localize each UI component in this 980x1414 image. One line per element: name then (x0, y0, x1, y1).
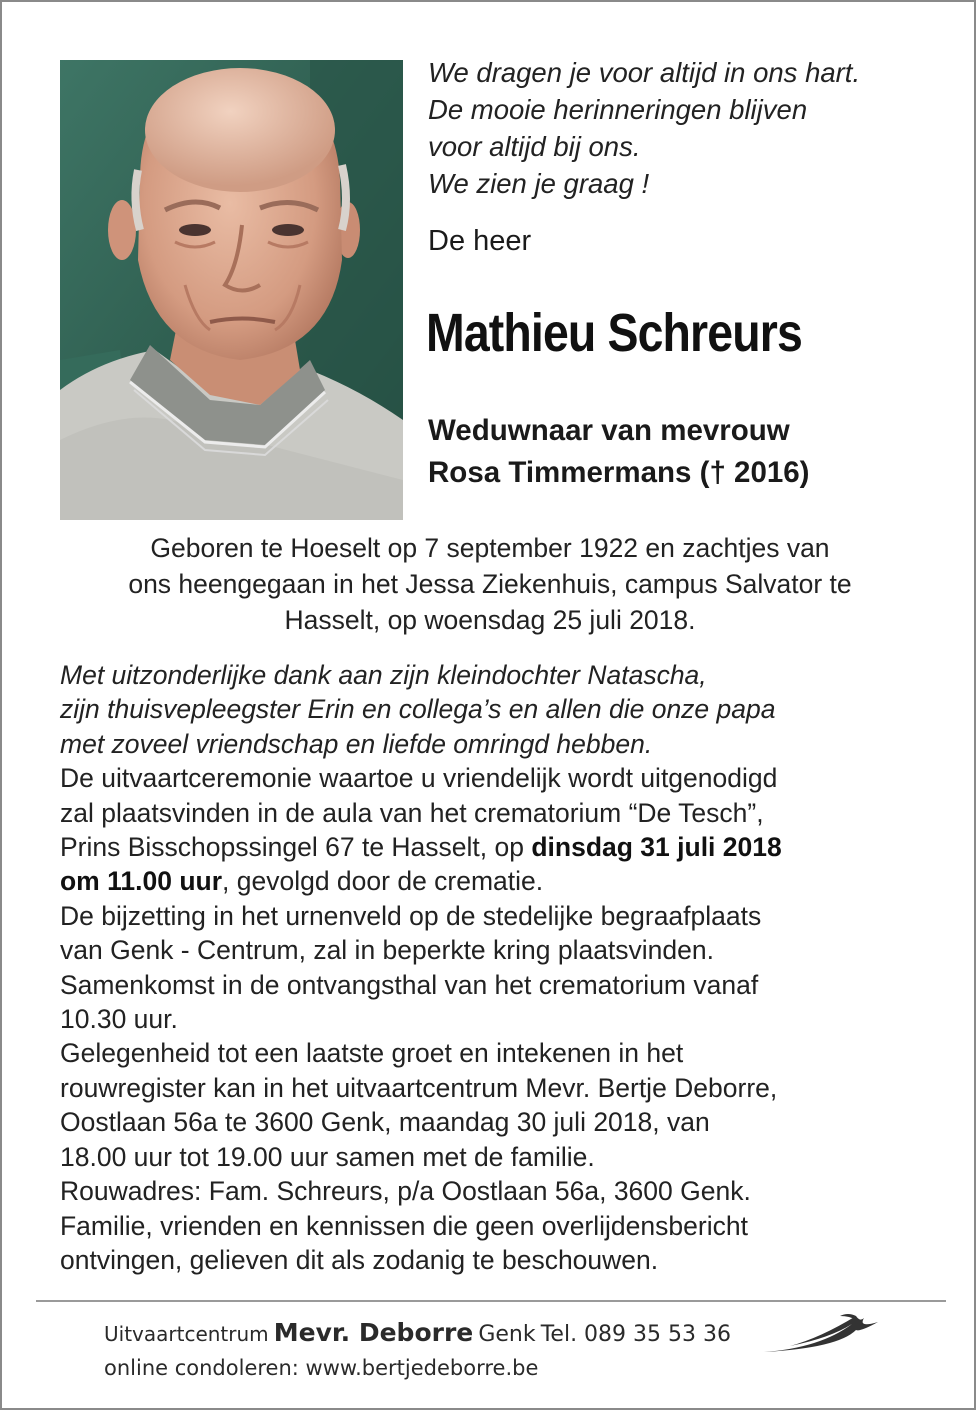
birth-line: ons heengegaan in het Jessa Ziekenhuis, campus Salvator te (128, 569, 852, 599)
birth-line: Geboren te Hoeselt op 7 september 1922 en zachtjes van (150, 533, 830, 563)
ceremony-line (60, 830, 940, 864)
funeral-home-name: Mevr. Deborre (273, 1318, 474, 1347)
memorial-poem (428, 54, 948, 202)
funeral-home-phone: Tel. 089 35 53 36 (540, 1322, 732, 1347)
burial-line: van Genk - Centrum, zal in beperkte kring plaatsvinden. (60, 935, 714, 966)
burial-line: rouwregister kan in het uitvaartcentrum Mevr. Bertje Deborre, (60, 1072, 778, 1103)
burial-line: Rouwadres: Fam. Schreurs, p/a Oostlaan 56a, 3600 Genk. (60, 1176, 751, 1207)
footer-divider (36, 1300, 946, 1302)
ceremony-text: Prins Bisschopssingel 67 te Hasselt, op (60, 832, 532, 863)
burial-line: Familie, vrienden en kennissen die geen overlijdensbericht (60, 1210, 748, 1241)
birth-death-info (42, 530, 938, 638)
ceremony-time: om 11.00 uur (60, 866, 223, 897)
burial-line: Samenkomst in de ontvangsthal van het crematorium vanaf (60, 969, 759, 1000)
funeral-home-city: Genk (478, 1322, 536, 1347)
ceremony-line (60, 864, 940, 898)
burial-line: Gelegenheid tot een laatste groet en intekenen in het (60, 1038, 684, 1069)
honorific: De heer (428, 225, 532, 257)
bird-logo-icon (760, 1308, 890, 1358)
burial-line: De bijzetting in het urnenveld op de stedelijke begraafplaats (60, 900, 762, 931)
widower-info (428, 410, 810, 494)
poem-line: We zien je graag ! (428, 168, 650, 199)
widower-line: Weduwnaar van mevrouw (428, 414, 790, 447)
deceased-name: Mathieu Schreurs (426, 303, 802, 363)
poem-line: De mooie herinneringen blijven (428, 94, 808, 125)
funeral-home-label: Uitvaartcentrum (104, 1322, 269, 1346)
portrait-illustration (60, 60, 403, 520)
poem-line: voor altijd bij ons. (428, 131, 641, 162)
ceremony-line: De uitvaartceremonie waartoe u vriendelijk wordt uitgenodigd (60, 763, 778, 794)
thanks-line: Met uitzonderlijke dank aan zijn kleindochter Natascha, (60, 660, 707, 690)
portrait-photo (60, 60, 403, 520)
burial-line: 18.00 uur tot 19.00 uur samen met de familie. (60, 1141, 595, 1172)
ceremony-text: , gevolgd door de crematie. (222, 866, 544, 897)
thanks-line: zijn thuisvepleegster Erin en collega’s en allen die onze papa (60, 694, 776, 725)
online-condolence: online condoleren: www.bertjedeborre.be (104, 1356, 539, 1380)
ceremony-line: zal plaatsvinden in de aula van het crematorium “De Tesch”, (60, 797, 764, 828)
thanks-line: met zoveel vriendschap en liefde omringd hebben. (60, 728, 653, 759)
burial-line: ontvingen, gelieven dit als zodanig te beschouwen. (60, 1244, 659, 1275)
burial-line: Oostlaan 56a te 3600 Genk, maandag 30 juli 2018, van (60, 1107, 710, 1138)
birth-line: Hasselt, op woensdag 25 juli 2018. (284, 605, 696, 635)
announcement-body (60, 658, 940, 1277)
poem-line: We dragen je voor altijd in ons hart. (428, 57, 861, 88)
burial-line: 10.30 uur. (60, 1004, 178, 1035)
ceremony-date: dinsdag 31 juli 2018 (531, 832, 782, 863)
widower-line: Rosa Timmermans († 2016) (428, 456, 810, 489)
funeral-home-line (104, 1318, 731, 1347)
